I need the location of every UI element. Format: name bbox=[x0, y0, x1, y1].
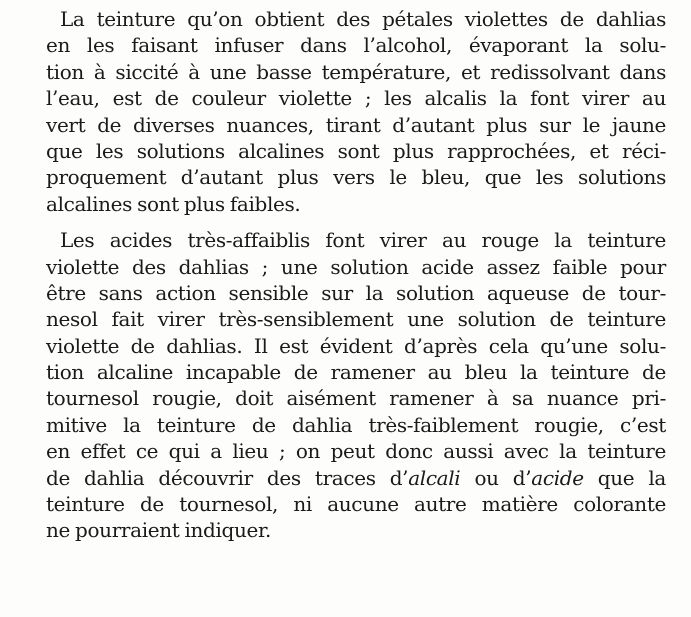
line-segment: de dahlia découvrir des traces d’ bbox=[46, 465, 409, 490]
italic-term-alcali: alcali bbox=[408, 465, 461, 490]
paragraph-2 bbox=[46, 227, 666, 544]
italic-term-acide: acide bbox=[531, 465, 584, 490]
text-line: nesol fait virer très-sensiblement une solution de teinture bbox=[46, 307, 666, 332]
text-line: vert de diverses nuances, tirant d’autant plus sur le jaune bbox=[46, 112, 666, 137]
text-line-italic-terms bbox=[46, 465, 666, 491]
text-line: alcalines sont plus faibles. bbox=[46, 191, 301, 216]
text-line: tion alcaline incapable de ramener au bleu la teinture de bbox=[46, 360, 666, 385]
text-line: l’eau, est de couleur violette ; les alcalis la font virer au bbox=[46, 86, 666, 111]
text-line: en les faisant infuser dans l’alcohol, évaporant la solu- bbox=[46, 33, 666, 58]
text-line: La teinture qu’on obtient des pétales violettes de dahlias bbox=[60, 7, 666, 31]
line-segment: ou d’ bbox=[460, 465, 532, 490]
text-line: Les acides très-affaiblis font virer au rouge la teinture bbox=[60, 228, 666, 253]
text-line: être sans action sensible sur la solution aqueuse de tour- bbox=[46, 280, 666, 305]
text-line: tournesol rougie, doit aisément ramener à sa nuance pri- bbox=[46, 386, 666, 411]
text-line: ne pourraient indiquer. bbox=[46, 518, 272, 543]
text-line: violette des dahlias ; une solution acide assez faible pour bbox=[46, 254, 666, 279]
text-line: violette de dahlias. Il est évident d’après cela qu’une solu- bbox=[46, 333, 666, 358]
text-line: que les solutions alcalines sont plus rapprochées, et réci- bbox=[46, 138, 666, 163]
paragraph-1 bbox=[46, 6, 666, 217]
text-line: en effet ce qui a lieu ; on peut donc aussi avec la teinture bbox=[46, 439, 666, 464]
line-segment: que la bbox=[583, 465, 667, 490]
text-line: proquement d’autant plus vers le bleu, que les solutions bbox=[46, 165, 666, 190]
paragraph-gap bbox=[46, 217, 666, 227]
text-line: mitive la teinture de dahlia très-faiblement rougie, c’est bbox=[46, 412, 666, 437]
text-line: teinture de tournesol, ni aucune autre matière colorante bbox=[46, 492, 666, 517]
document-text bbox=[46, 6, 666, 544]
text-line: tion à siccité à une basse température, et redissolvant dans bbox=[46, 59, 666, 84]
